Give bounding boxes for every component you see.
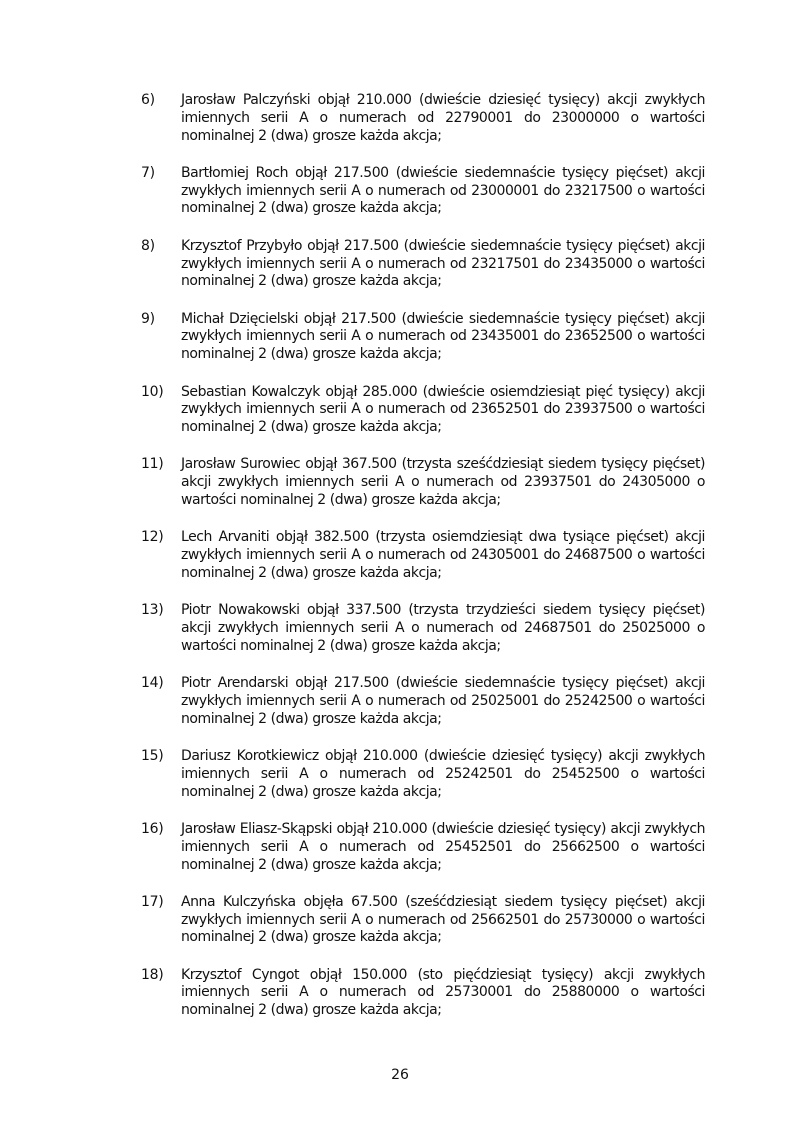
list-item (141, 529, 705, 582)
list-item-number: 17) (141, 893, 164, 910)
list-item-number: 18) (141, 966, 164, 983)
list-item (141, 894, 705, 947)
list-item-number: 14) (141, 675, 164, 692)
list-item (141, 92, 705, 145)
list-item-text: Jarosław Surowiec objął 367.500 (trzysta sześćdziesiąt siedem tysięcy pięćset) akcji zwykłych imiennych serii A o numerach od 23937501 do 24305000 o wartości nominalnej 2 (dwa) grosze każda akcja; (181, 456, 705, 509)
list-item-text: Jarosław Palczyński objął 210.000 (dwieście dziesięć tysięcy) akcji zwykłych imiennych serii A o numerach od 22790001 do 23000000 o wartości nominalnej 2 (dwa) grosze każda akcja; (181, 92, 705, 144)
list-item-text: Lech Arvaniti objął 382.500 (trzysta osiemdziesiąt dwa tysiące pięćset) akcji zwykłych imiennych serii A o numerach od 24305001 do 24687500 o wartości nominalnej 2 (dwa) grosze każda akcja; (181, 529, 705, 581)
list-item-number: 9) (141, 310, 155, 327)
list-item (141, 165, 705, 218)
list-item (141, 602, 705, 655)
list-item-number: 13) (141, 602, 164, 619)
list-item-text: Dariusz Korotkiewicz objął 210.000 (dwieście dziesięć tysięcy) akcji zwykłych imiennych serii A o numerach od 25242501 do 25452500 o wartości nominalnej 2 (dwa) grosze każda akcja; (181, 748, 705, 800)
list-item-number: 7) (141, 164, 155, 181)
list-item-text: Anna Kulczyńska objęła 67.500 (sześćdziesiąt siedem tysięcy pięćset) akcji zwykłych imiennych serii A o numerach od 25662501 do 25730000 o wartości nominalnej 2 (dwa) grosze każda akcja; (181, 893, 705, 946)
list-item (141, 967, 705, 1020)
list-item-text: Krzysztof Przybyło objął 217.500 (dwieście siedemnaście tysięcy pięćset) akcji zwykłych imiennych serii A o numerach od 23217501 do 23435000 o wartości nominalnej 2 (dwa) grosze każda akcja; (181, 237, 705, 290)
list-item-number: 6) (141, 92, 155, 108)
list-item (141, 311, 705, 364)
list-item-number: 15) (141, 748, 164, 765)
list-item (141, 748, 705, 801)
list-item-number: 11) (141, 456, 164, 473)
list-item (141, 238, 705, 291)
list-item-text: Bartłomiej Roch objął 217.500 (dwieście siedemnaście tysięcy pięćset) akcji zwykłych imiennych serii A o numerach od 23000001 do 23217500 o wartości nominalnej 2 (dwa) grosze każda akcja; (181, 164, 705, 217)
list-item-text: Jarosław Eliasz-Skąpski objął 210.000 (dwieście dziesięć tysięcy) akcji zwykłych imiennych serii A o numerach od 25452501 do 25662500 o wartości nominalnej 2 (dwa) grosze każda akcja; (181, 820, 705, 873)
list-item (141, 384, 705, 437)
list-item-number: 12) (141, 529, 164, 546)
list-item-text: Krzysztof Cyngot objął 150.000 (sto pięćdziesiąt tysięcy) akcji zwykłych imiennych serii A o numerach od 25730001 do 25880000 o wartości nominalnej 2 (dwa) grosze każda akcja; (181, 966, 705, 1019)
list-item-text: Michał Dzięcielski objął 217.500 (dwieście siedemnaście tysięcy pięćset) akcji zwykłych imiennych serii A o numerach od 23435001 do 23652500 o wartości nominalnej 2 (dwa) grosze każda akcja; (181, 310, 705, 363)
list-item-text: Sebastian Kowalczyk objął 285.000 (dwieście osiemdziesiąt pięć tysięcy) akcji zwykłych imiennych serii A o numerach od 23652501 do 23937500 o wartości nominalnej 2 (dwa) grosze każda akcja; (181, 383, 705, 436)
list-item-number: 8) (141, 237, 155, 254)
list-item (141, 456, 705, 509)
page-number: 26 (391, 1067, 409, 1083)
share-allocation-list (141, 92, 705, 1040)
list-item-text: Piotr Arendarski objął 217.500 (dwieście siedemnaście tysięcy pięćset) akcji zwykłych imiennych serii A o numerach od 25025001 do 25242500 o wartości nominalnej 2 (dwa) grosze każda akcja; (181, 675, 705, 727)
list-item (141, 821, 705, 874)
list-item-text: Piotr Nowakowski objął 337.500 (trzysta trzydzieści siedem tysięcy pięćset) akcji zwykłych imiennych serii A o numerach od 24687501 do 25025000 o wartości nominalnej 2 (dwa) grosze każda akcja; (181, 602, 705, 654)
list-item (141, 675, 705, 728)
list-item-number: 10) (141, 383, 164, 400)
list-item-number: 16) (141, 820, 164, 837)
